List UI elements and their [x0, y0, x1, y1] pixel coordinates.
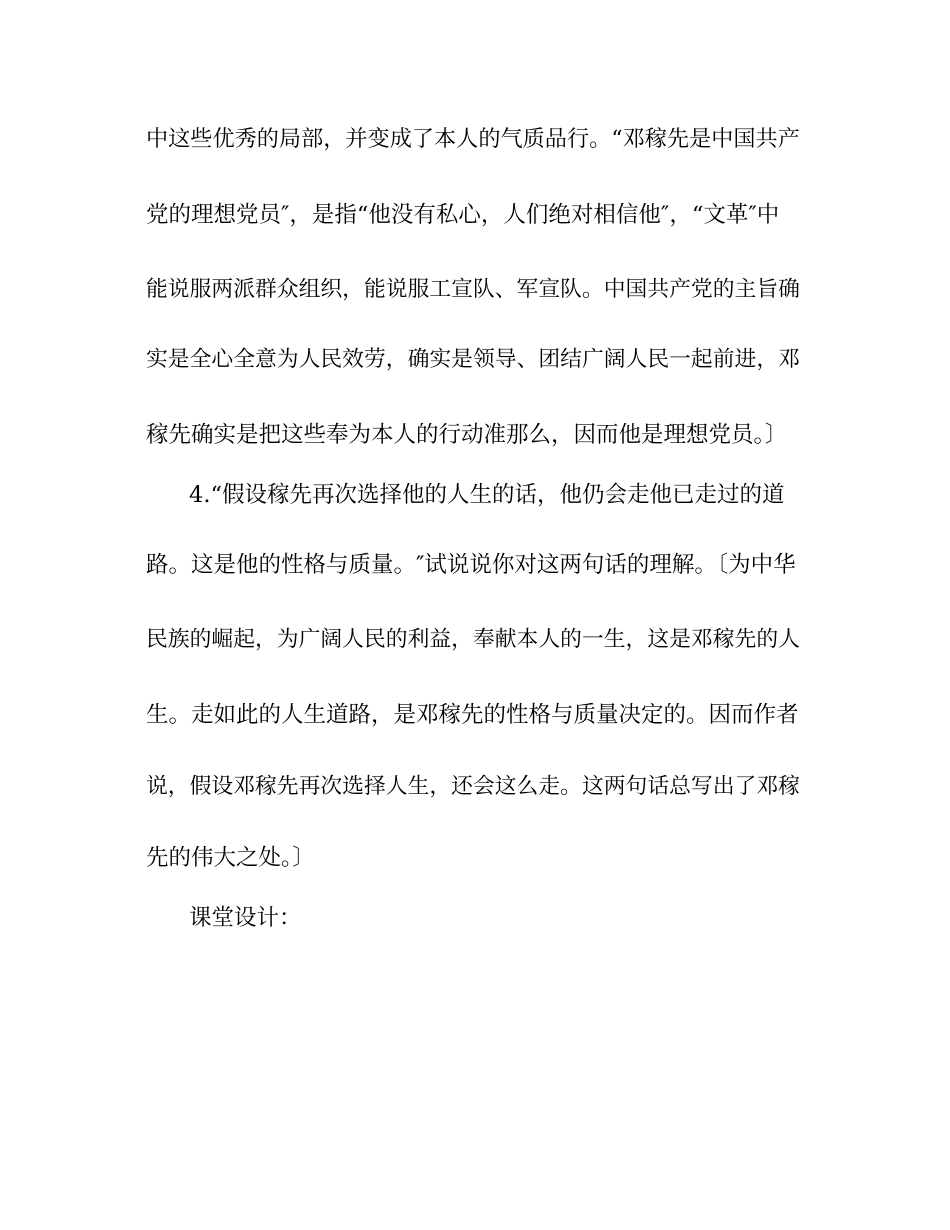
paragraph-line: 能说服两派群众组织，能说服工宣队、军宣队。中国共产党的主旨确: [146, 277, 800, 302]
paragraph-line: 说，假设邓稼先再次选择人生，还会这么走。这两句话总写出了邓稼: [146, 774, 800, 799]
paragraph-line: 实是全心全意为人民效劳，确实是领导、团结广阔人民一起前进，邓: [146, 347, 800, 372]
question-4-line: 4.“假设稼先再次选择他的人生的话，他仍会走他已走过的道: [189, 482, 785, 508]
paragraph-line: 党的理想党员″，是指“他没有私心，人们绝对相信他″，“文革″中: [146, 202, 780, 228]
paragraph-line: 中这些优秀的局部，并变成了本人的气质品行。“邓稼先是中国共产: [146, 126, 800, 152]
section-heading: 课堂设计：: [189, 905, 302, 931]
paragraph-line: 生。走如此的人生道路，是邓稼先的性格与质量决定的。因而作者: [146, 702, 799, 728]
paragraph-line: 先的伟大之处。〕: [146, 845, 315, 871]
paragraph-line: 民族的崛起，为广阔人民的利益，奉献本人的一生，这是邓稼先的人: [146, 627, 800, 652]
paragraph-line: 路。这是他的性格与质量。″试说说你对这两句话的理解。〔为中华: [146, 552, 796, 578]
paragraph-line: 稼先确实是把这些奉为本人的行动准那么，因而他是理想党员。〕: [146, 422, 788, 448]
